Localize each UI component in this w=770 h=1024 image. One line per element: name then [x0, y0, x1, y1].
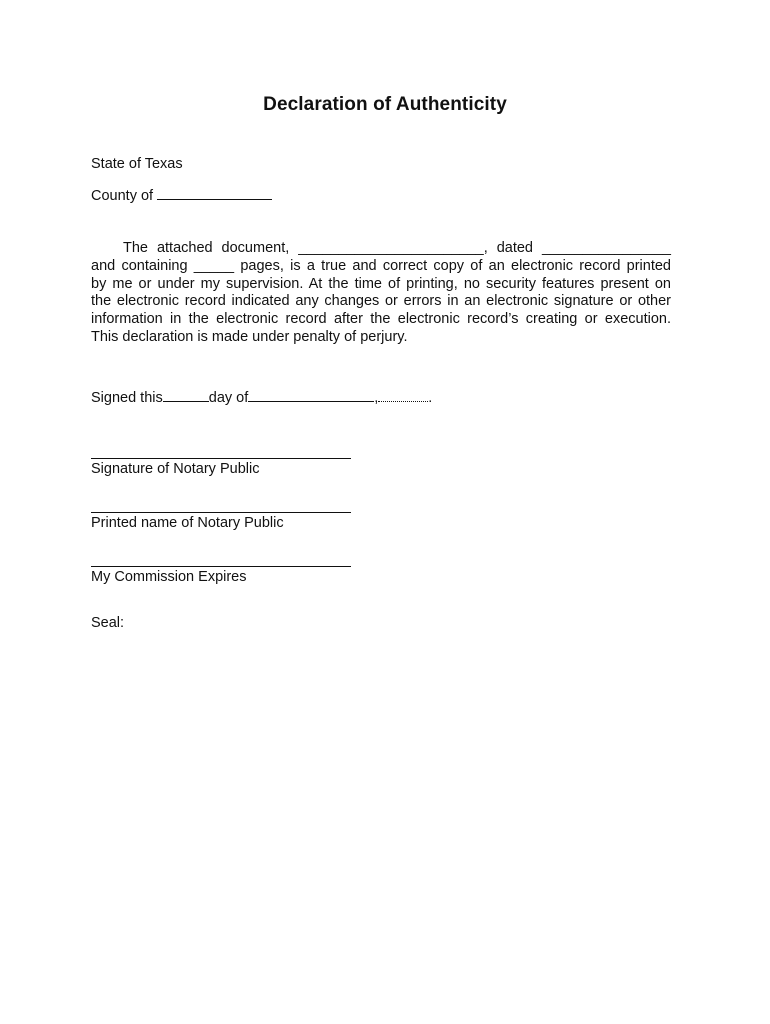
paragraph-line: and containing _____ pages, is a true and correct copy of an electronic record printed	[91, 257, 671, 274]
state-line: State of Texas	[91, 156, 183, 172]
signed-comma: ,	[374, 390, 379, 406]
county-line	[91, 185, 272, 204]
signed-line	[91, 387, 432, 406]
paragraph-line: by me or under my supervision. At the time of printing, no security features present on	[91, 275, 671, 292]
signed-period: .	[428, 390, 433, 406]
county-label: County of	[91, 188, 154, 204]
signed-day-blank[interactable]	[163, 387, 209, 402]
signed-prefix: Signed this	[91, 390, 163, 406]
paragraph-line: The attached document, _______________________, dated ________________	[123, 240, 671, 256]
commission-expires-label: My Commission Expires	[91, 569, 247, 585]
document-title: Declaration of Authenticity	[263, 94, 507, 115]
commission-expires-line[interactable]	[91, 566, 351, 567]
paragraph-line: the electronic record indicated any changes or errors in an electronic signature or other	[91, 293, 671, 310]
notary-signature-line[interactable]	[91, 458, 351, 459]
paragraph-line: information in the electronic record after the electronic record’s creating or execution.	[91, 311, 671, 328]
county-blank-field[interactable]	[157, 185, 272, 200]
printed-name-label: Printed name of Notary Public	[91, 515, 284, 531]
paragraph-line: This declaration is made under penalty of perjury.	[91, 328, 408, 345]
signed-year-blank[interactable]	[378, 387, 428, 402]
seal-label: Seal:	[91, 615, 125, 631]
declaration-paragraph	[91, 240, 671, 347]
notary-signature-label: Signature of Notary Public	[91, 461, 260, 477]
signed-day-of: day of	[208, 390, 249, 406]
printed-name-line[interactable]	[91, 512, 351, 513]
signed-month-blank[interactable]	[248, 387, 374, 402]
